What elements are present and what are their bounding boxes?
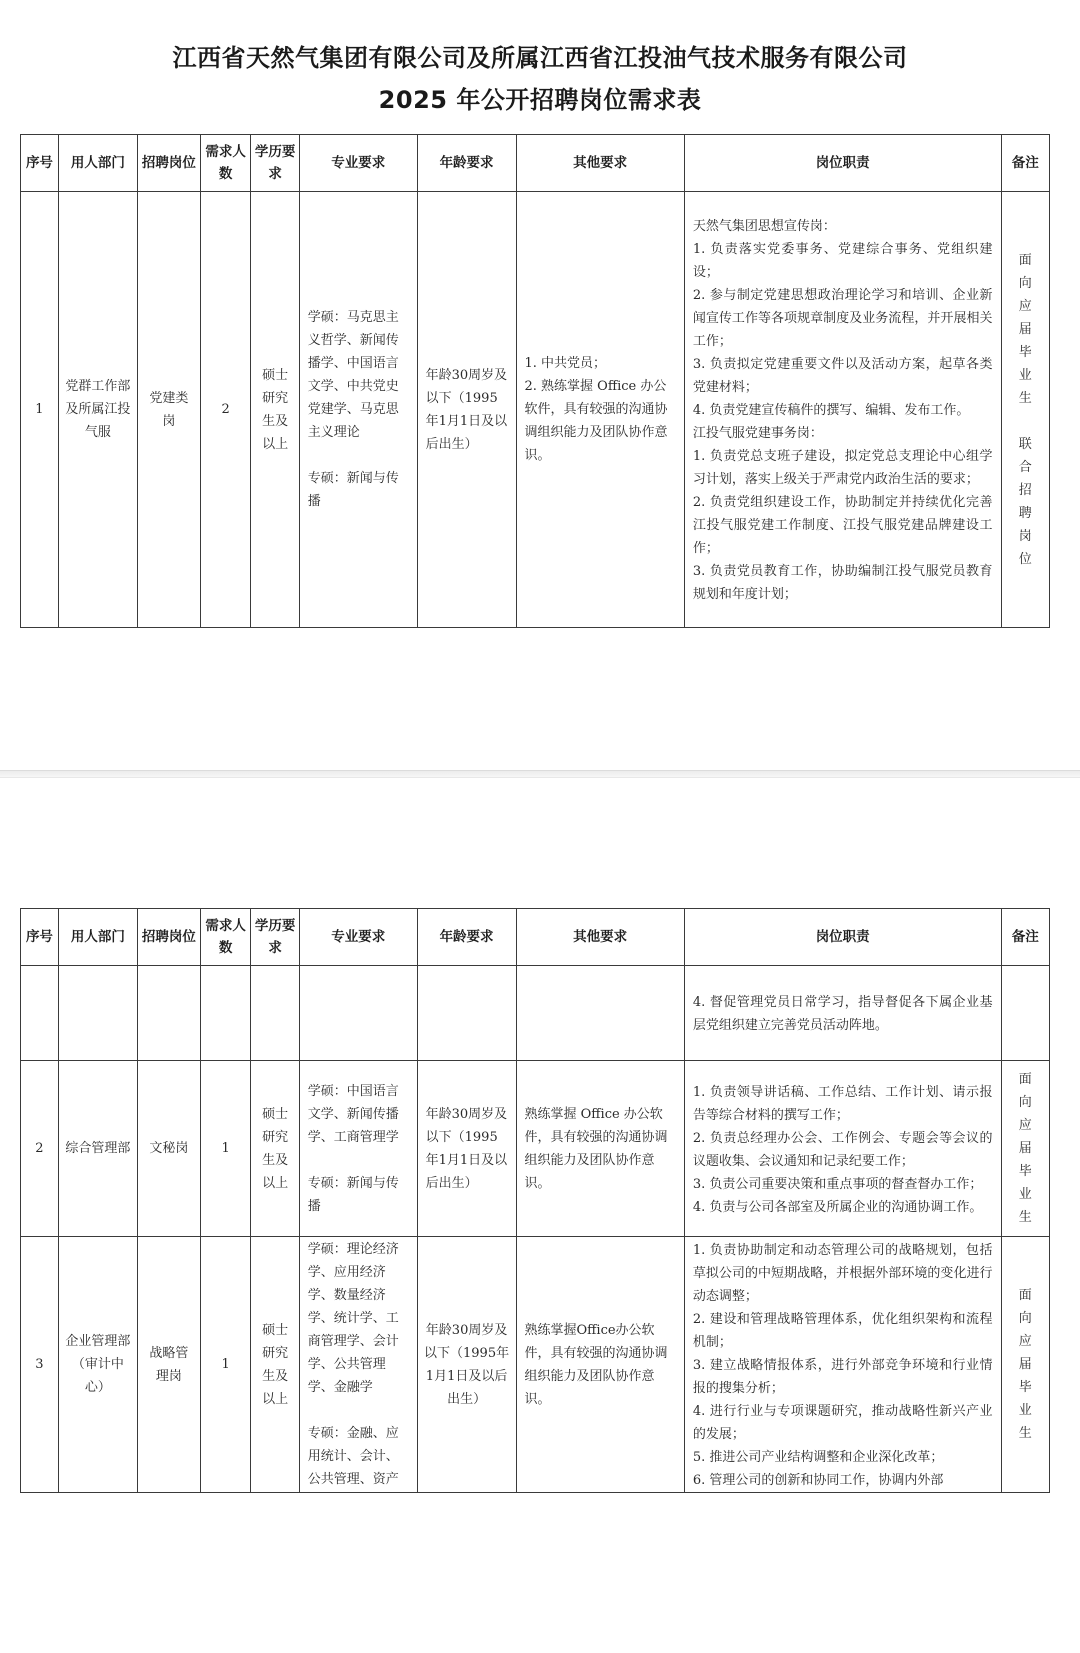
cell-count: 1 xyxy=(200,1061,251,1237)
major-professional: 专硕：金融、应用统计、会计、公共管理、资产 xyxy=(307,1426,399,1487)
header-dept: 用人部门 xyxy=(58,909,137,966)
duty-line: 2. 负责总经理办公会、工作例会、专题会等会议的议题收集、会议通知和记录纪要工作； xyxy=(692,1130,993,1169)
table-row xyxy=(21,966,1050,1061)
header-age: 年龄要求 xyxy=(417,135,516,192)
cell-duty xyxy=(684,1061,1001,1237)
header-seq: 序号 xyxy=(21,135,59,192)
header-duty: 岗位职责 xyxy=(684,909,1001,966)
cell-post: 文秘岗 xyxy=(137,1061,200,1237)
duty-line: 2. 负责党组织建设工作，协助制定并持续优化完善江投气服党建工作制度、江投气服党建品牌建设工作； xyxy=(692,495,993,556)
duty-line: 天然气集团思想宣传岗： xyxy=(692,219,836,234)
cell-duty xyxy=(684,966,1001,1061)
cell-note xyxy=(1001,192,1049,628)
duty-line: 2. 建设和管理战略管理体系，优化组织架构和流程机制； xyxy=(692,1312,993,1350)
duty-line: 1. 负责协助制定和动态管理公司的战略规划，包括草拟公司的中短期战略，并根据外部环境的变化进行动态调整； xyxy=(692,1243,993,1304)
header-count: 需求人数 xyxy=(200,909,251,966)
cell-edu: 硕士研究生及以上 xyxy=(251,192,299,628)
major-master: 学硕：理论经济学、应用经济学、数量经济学、统计学、工商管理学、会计学、公共管理学、金融学 xyxy=(307,1242,399,1395)
major-master: 学硕：中国语言文学、新闻传播学、工商管理学 xyxy=(307,1083,399,1145)
duty-line: 1. 负责领导讲话稿、工作总结、工作计划、请示报告等综合材料的撰写工作； xyxy=(692,1084,993,1123)
header-duty: 岗位职责 xyxy=(684,135,1001,192)
document-title-line-2: 2025 年公开招聘岗位需求表 xyxy=(378,86,702,114)
header-note: 备注 xyxy=(1001,909,1049,966)
header-count: 需求人数 xyxy=(200,135,251,192)
major-professional: 专硕：新闻与传播 xyxy=(307,1175,399,1214)
header-major: 专业要求 xyxy=(299,135,417,192)
cell-note: 面向应届毕业生 xyxy=(1001,1061,1049,1237)
header-edu: 学历要求 xyxy=(251,909,299,966)
cell-note: 面向应届毕业生 xyxy=(1001,1237,1049,1493)
note-graduates: 面向应届毕业生 xyxy=(1018,252,1032,406)
cell-other: 熟练掌握Office办公软件，具有较强的沟通协调组织能力及团队协作意识。 xyxy=(516,1237,684,1493)
duty-line: 4. 负责党建宣传稿件的撰写、编辑、发布工作。 xyxy=(692,403,970,418)
duty-line: 3. 负责公司重要决策和重点事项的督查督办工作； xyxy=(692,1176,983,1192)
table-header-row xyxy=(21,909,1050,966)
cell-other: 熟练掌握 Office 办公软件，具有较强的沟通协调组织能力及团队协作意识。 xyxy=(516,1061,684,1237)
header-post: 招聘岗位 xyxy=(137,135,200,192)
table-header-row xyxy=(21,135,1050,192)
header-dept: 用人部门 xyxy=(58,135,137,192)
cell-other: 1. 中共党员； 2. 熟练掌握 Office 办公软件，具有较强的沟通协调组织能力及团队协作意识。 xyxy=(516,192,684,628)
header-edu: 学历要求 xyxy=(251,135,299,192)
cell-age: 年龄30周岁及以下（1995年1月1日及以后出生） xyxy=(417,1237,516,1493)
header-age: 年龄要求 xyxy=(417,909,516,966)
cell-duty xyxy=(684,1237,1001,1493)
cell-edu: 硕士研究生及以上 xyxy=(251,1061,299,1237)
header-other: 其他要求 xyxy=(516,909,684,966)
table-row xyxy=(21,1237,1050,1493)
duty-line: 1. 负责落实党委事务、党建综合事务、党组织建设； xyxy=(692,242,993,280)
cell-major xyxy=(299,1237,417,1493)
header-major: 专业要求 xyxy=(299,909,417,966)
cell-dept: 企业管理部（审计中心） xyxy=(58,1237,137,1493)
cell-post: 党建类岗 xyxy=(137,192,200,628)
duty-line: 4. 负责与公司各部室及所属企业的沟通协调工作。 xyxy=(692,1199,983,1215)
cell-count: 2 xyxy=(200,192,251,628)
header-post: 招聘岗位 xyxy=(137,909,200,966)
cell-seq: 2 xyxy=(21,1061,59,1237)
cell-dept: 综合管理部 xyxy=(58,1061,137,1237)
requirements-table-page-2 xyxy=(20,908,1050,1493)
cell-duty xyxy=(684,192,1001,628)
cell-seq: 1 xyxy=(21,192,59,628)
duty-line: 3. 负责拟定党建重要文件以及活动方案，起草各类党建材料； xyxy=(692,357,993,395)
header-seq: 序号 xyxy=(21,909,59,966)
cell-post: 战略管理岗 xyxy=(137,1237,200,1493)
duty-line: 5. 推进公司产业结构调整和企业深化改革； xyxy=(692,1450,944,1465)
cell-edu: 硕士研究生及以上 xyxy=(251,1237,299,1493)
duty-line: 4. 进行行业与专项课题研究，推动战略性新兴产业的发展； xyxy=(692,1404,993,1442)
cell-major xyxy=(299,192,417,628)
major-master: 学硕：马克思主义哲学、新闻传播学、中国语言文学、中共党史党建学、马克思主义理论 xyxy=(307,310,399,440)
cell-age: 年龄30周岁及以下（1995年1月1日及以后出生） xyxy=(417,192,516,628)
cell-count: 1 xyxy=(200,1237,251,1493)
duty-line: 3. 建立战略情报体系，进行外部竞争环境和行业情报的搜集分析； xyxy=(692,1358,993,1396)
header-other: 其他要求 xyxy=(516,135,684,192)
duty-line: 4. 督促管理党员日常学习，指导督促各下属企业基层党组织建立完善党员活动阵地。 xyxy=(692,995,993,1033)
cell-major xyxy=(299,1061,417,1237)
page-separator xyxy=(0,770,1080,778)
duty-line: 2. 参与制定党建思想政治理论学习和培训、企业新闻宣传工作等各项规章制度及业务流程，并开展相关工作； xyxy=(692,288,993,349)
document-title-line-1: 江西省天然气集团有限公司及所属江西省江投油气技术服务有限公司 xyxy=(172,44,908,72)
requirements-table-page-1 xyxy=(20,134,1050,628)
cell-dept: 党群工作部及所属江投气服 xyxy=(58,192,137,628)
note-joint: 联合招聘岗位 xyxy=(1018,436,1032,567)
duty-line: 1. 负责党总支班子建设，拟定党总支理论中心组学习计划，落实上级关于严肃党内政治生活的要求； xyxy=(692,449,993,487)
table-row xyxy=(21,192,1050,628)
duty-line: 3. 负责党员教育工作，协助编制江投气服党员教育规划和年度计划； xyxy=(692,564,993,602)
duty-line: 6. 管理公司的创新和协同工作，协调内外部 xyxy=(692,1473,944,1488)
header-note: 备注 xyxy=(1001,135,1049,192)
major-professional: 专硕：新闻与传播 xyxy=(307,471,399,509)
duty-line: 江投气服党建事务岗： xyxy=(692,426,823,441)
cell-seq: 3 xyxy=(21,1237,59,1493)
cell-age: 年龄30周岁及以下（1995年1月1日及以后出生） xyxy=(417,1061,516,1237)
table-row xyxy=(21,1061,1050,1237)
